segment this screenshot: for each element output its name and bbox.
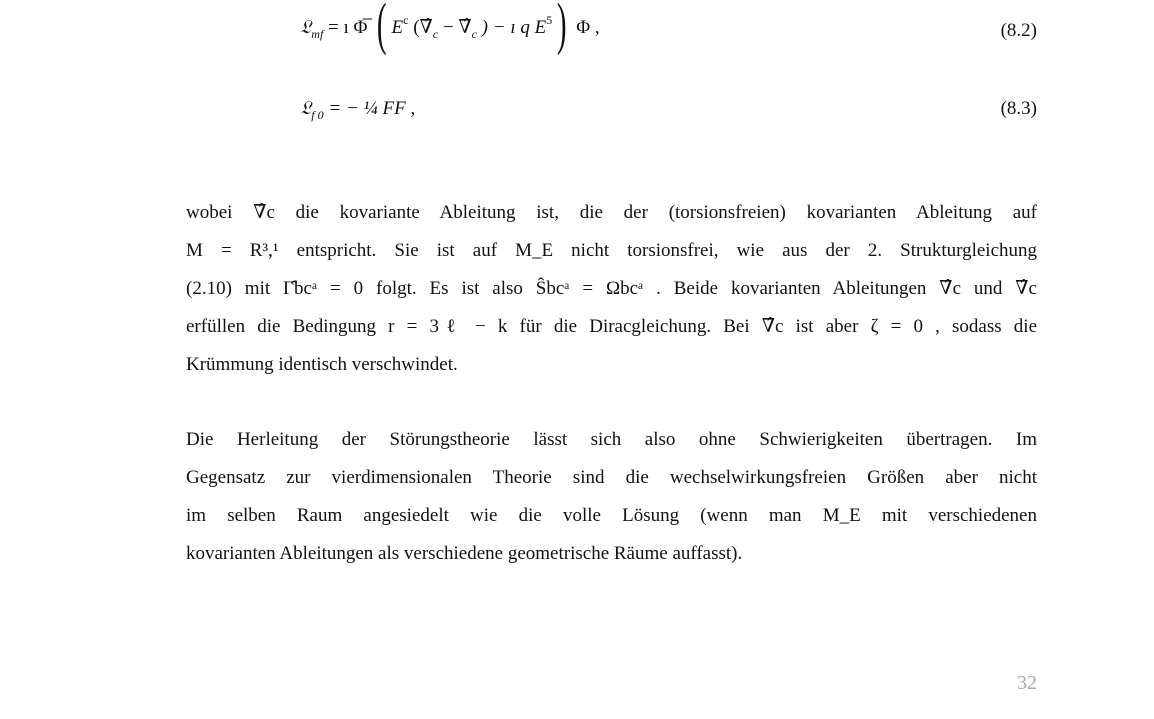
text-line: Die Herleitung der Störungstheorie lässt sich also ohne Schwierigkeiten übertragen. Im bbox=[186, 429, 1037, 450]
equation-number-8-2: (8.2) bbox=[1000, 20, 1037, 41]
nabla-sub-1: c bbox=[432, 27, 439, 41]
equation-tail: ) − ı q E bbox=[476, 17, 547, 38]
text-line: im selben Raum angesiedelt wie die volle Lösung (wenn man M_E mit verschiedenen bbox=[186, 505, 1037, 526]
equation-number-8-3: (8.3) bbox=[1000, 98, 1037, 119]
text-line: Krümmung identisch verschwindet. bbox=[186, 354, 458, 375]
equation-8-3 bbox=[300, 98, 415, 120]
page-number: 32 bbox=[1017, 672, 1037, 694]
paragraph-1 bbox=[186, 194, 1037, 384]
equation-body: = − ¼ FF , bbox=[323, 98, 416, 119]
equation-8-2: 𝔏$_{mf}$ = ı Φ̅ ( $E^c$ ($\nablâ_c$ − $\nablâ_c$ ) − ı q $E^5$) Φ , bbox=[300, 0, 600, 56]
text-line: M = R³,¹ entspricht. Sie ist auf M_E nicht torsionsfrei, wie aus der 2. Strukturgleichung bbox=[186, 240, 1037, 261]
text-line: kovarianten Ableitungen als verschiedene geometrische Räume auffasst). bbox=[186, 543, 743, 564]
nabla-hat-1: (∇̂ bbox=[408, 17, 433, 38]
lagrangian-symbol: 𝔏 bbox=[300, 98, 312, 119]
text-line: Gegensatz zur vierdimensionalen Theorie sind die wechselwirkungsfreien Größen aber nicht bbox=[186, 467, 1037, 488]
paragraph-2 bbox=[186, 421, 1037, 573]
text-line: erfüllen die Bedingung r = 3ℓ − k für die Diracgleichung. Bei ∇̂c ist aber ζ = 0 , sodass die bbox=[186, 316, 1037, 337]
equation-end: Φ , bbox=[571, 17, 600, 38]
lagrangian-symbol: 𝔏 bbox=[300, 17, 312, 38]
text-line: wobei ∇̂c die kovariante Ableitung ist, die der (torsionsfreien) kovarianten Ableitung auf bbox=[186, 202, 1037, 223]
e-symbol: E bbox=[391, 17, 404, 38]
lagrangian-subscript: mf bbox=[311, 27, 324, 41]
lagrangian-subscript: f 0 bbox=[311, 108, 324, 122]
nabla-sub-2: c bbox=[471, 27, 477, 41]
text-line: (2.10) mit Γ̂bcᵃ = 0 folgt. Es ist also Ŝbcᵃ = Ωbcᵃ . Beide kovarianten Ableitungen ∇̂c und ∇̂c bbox=[186, 278, 1037, 299]
e5-superscript: 5 bbox=[546, 13, 553, 27]
nabla-hat-2: − ∇̂ bbox=[438, 17, 472, 38]
equation-body: = ı Φ̅ bbox=[323, 17, 373, 38]
e-superscript: c bbox=[403, 13, 409, 27]
